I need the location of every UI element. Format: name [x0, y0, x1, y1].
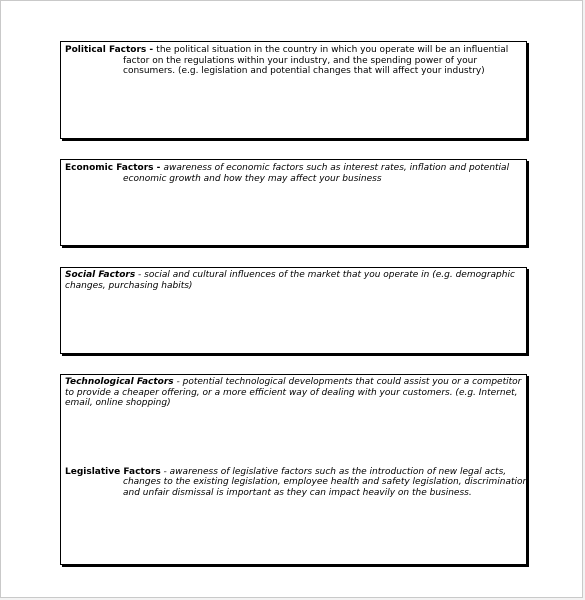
social-description-line-2: changes, purchasing habits) — [65, 280, 193, 291]
political-description-line-1: the political situation in the country in which you operate will be an influential — [156, 45, 509, 55]
separator: - — [146, 45, 157, 55]
separator: - — [153, 163, 164, 173]
social-description-line-1: social and cultural influences of the market that you operate in (e.g. demographic — [144, 270, 515, 280]
technological-description-line-1: potential technological developments that could assist you or a competitor — [182, 377, 522, 387]
economic-description-line-1: awareness of economic factors such as interest rates, inflation and potential — [163, 163, 510, 173]
technological-description-line-2: to provide a cheaper offering, or a more efficient way of dealing with your customers. (e.g. Internet, — [65, 387, 518, 398]
technological-factors-term: Technological Factors — [65, 377, 174, 387]
legislative-description-line-3: and unfair dismissal is important as they can impact heavily on the business. — [123, 487, 472, 498]
technological-description-line-3: email, online shopping) — [65, 398, 171, 408]
social-factors-term: Social Factors — [65, 270, 136, 280]
economic-factors-entry — [61, 160, 526, 184]
legislative-description-line-2: changes to the existing legislation, employee health and safety legislation, discrimination — [123, 477, 529, 487]
legislative-description-line-1: awareness of legislative factors such as the introduction of new legal acts, — [169, 466, 507, 477]
social-factors-entry — [61, 268, 526, 291]
economic-factors-box — [60, 159, 527, 246]
political-description-line-3: consumers. (e.g. legislation and potential changes that will affect your industry) — [123, 66, 485, 76]
economic-description-line-2: economic growth and how they may affect your business — [123, 173, 382, 184]
technological-factors-entry — [61, 375, 526, 409]
political-line-1 — [65, 45, 522, 56]
economic-factors-term: Economic Factors — [65, 163, 154, 173]
legislative-factors-term: Legislative Factors — [65, 466, 161, 477]
legislative-factors-entry — [61, 409, 529, 499]
technological-legislative-box — [60, 374, 527, 565]
political-factors-entry — [61, 42, 526, 77]
separator: - — [135, 270, 145, 280]
technological-line-1 — [65, 377, 522, 388]
economic-line-1 — [65, 163, 522, 174]
political-factors-term: Political Factors — [65, 45, 147, 55]
social-line-1 — [65, 270, 522, 281]
social-factors-box — [60, 267, 527, 354]
separator: - — [160, 466, 170, 477]
political-factors-box — [60, 41, 527, 139]
separator: - — [173, 377, 183, 387]
political-description-line-2: factor on the regulations within your industry, and the spending power of your — [123, 55, 478, 66]
legislative-line-1 — [65, 467, 522, 478]
